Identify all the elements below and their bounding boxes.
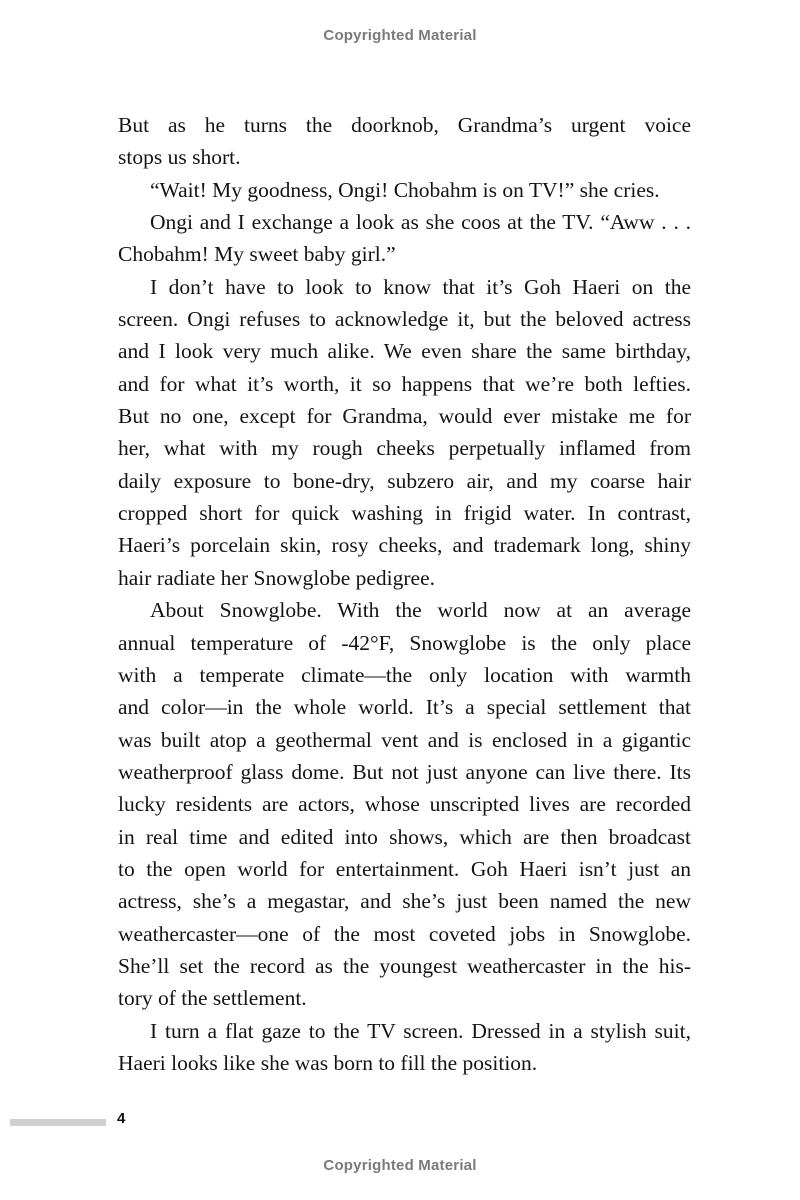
- text-line: Ongi and I exchange a look as she coos at the TV. “Aww . . .: [150, 210, 691, 235]
- text-line: weatherproof glass dome. But not just anyone can live there. Its: [118, 759, 691, 784]
- text-line: But no one, except for Grandma, would ever mistake me for: [118, 404, 691, 429]
- text-line: weathercaster—one of the most coveted jobs in Snowglobe.: [118, 921, 691, 946]
- copyright-watermark-top: Copyrighted Material: [323, 27, 477, 44]
- text-line: screen. Ongi refuses to acknowledge it, but the beloved actress: [118, 307, 691, 332]
- page-number: 4: [117, 1110, 126, 1127]
- text-line: Chobahm! My sweet baby girl.”: [118, 242, 396, 267]
- text-line: But as he turns the doorknob, Grandma’s urgent voice: [118, 113, 691, 137]
- text-line: actress, she’s a megastar, and she’s just been named the new: [118, 889, 691, 914]
- text-line: She’ll set the record as the youngest weathercaster in the his-: [118, 953, 691, 978]
- text-line: tory of the settlement.: [118, 986, 307, 1011]
- folio-rule: [10, 1119, 106, 1126]
- text-line: I turn a flat gaze to the TV screen. Dressed in a stylish suit,: [150, 1018, 691, 1043]
- text-line: I don’t have to look to know that it’s Goh Haeri on the: [150, 274, 691, 299]
- text-line: lucky residents are actors, whose unscripted lives are recorded: [118, 792, 691, 817]
- text-line: cropped short for quick washing in frigid water. In contrast,: [118, 501, 691, 526]
- text-line: and I look very much alike. We even share the same birthday,: [118, 339, 691, 364]
- text-line: and for what it’s worth, it so happens that we’re both lefties.: [118, 371, 691, 396]
- copyright-watermark-bottom: Copyrighted Material: [323, 1157, 477, 1174]
- text-line: Haeri’s porcelain skin, rosy cheeks, and trademark long, shiny: [118, 533, 691, 558]
- text-line: “Wait! My goodness, Ongi! Chobahm is on TV!” she cries.: [150, 177, 660, 202]
- text-line: in real time and edited into shows, which are then broadcast: [118, 824, 691, 849]
- text-line: Haeri looks like she was born to fill the position.: [118, 1050, 538, 1075]
- text-line: her, what with my rough cheeks perpetually inflamed from: [118, 436, 691, 461]
- body-text: [118, 109, 691, 1079]
- text-line: stops us short.: [118, 145, 241, 170]
- text-line: with a temperate climate—the only location with warmth: [118, 662, 691, 687]
- text-line: daily exposure to bone-dry, subzero air, and my coarse hair: [118, 468, 691, 493]
- text-line: and color—in the whole world. It’s a special settlement that: [118, 695, 691, 720]
- text-line: hair radiate her Snowglobe pedigree.: [118, 565, 435, 590]
- text-line: was built atop a geothermal vent and is enclosed in a gigantic: [118, 727, 691, 752]
- text-line: About Snowglobe. With the world now at an average: [150, 598, 691, 623]
- text-line: annual temperature of -42°F, Snowglobe is the only place: [118, 630, 691, 655]
- text-line: to the open world for entertainment. Goh Haeri isn’t just an: [118, 856, 691, 881]
